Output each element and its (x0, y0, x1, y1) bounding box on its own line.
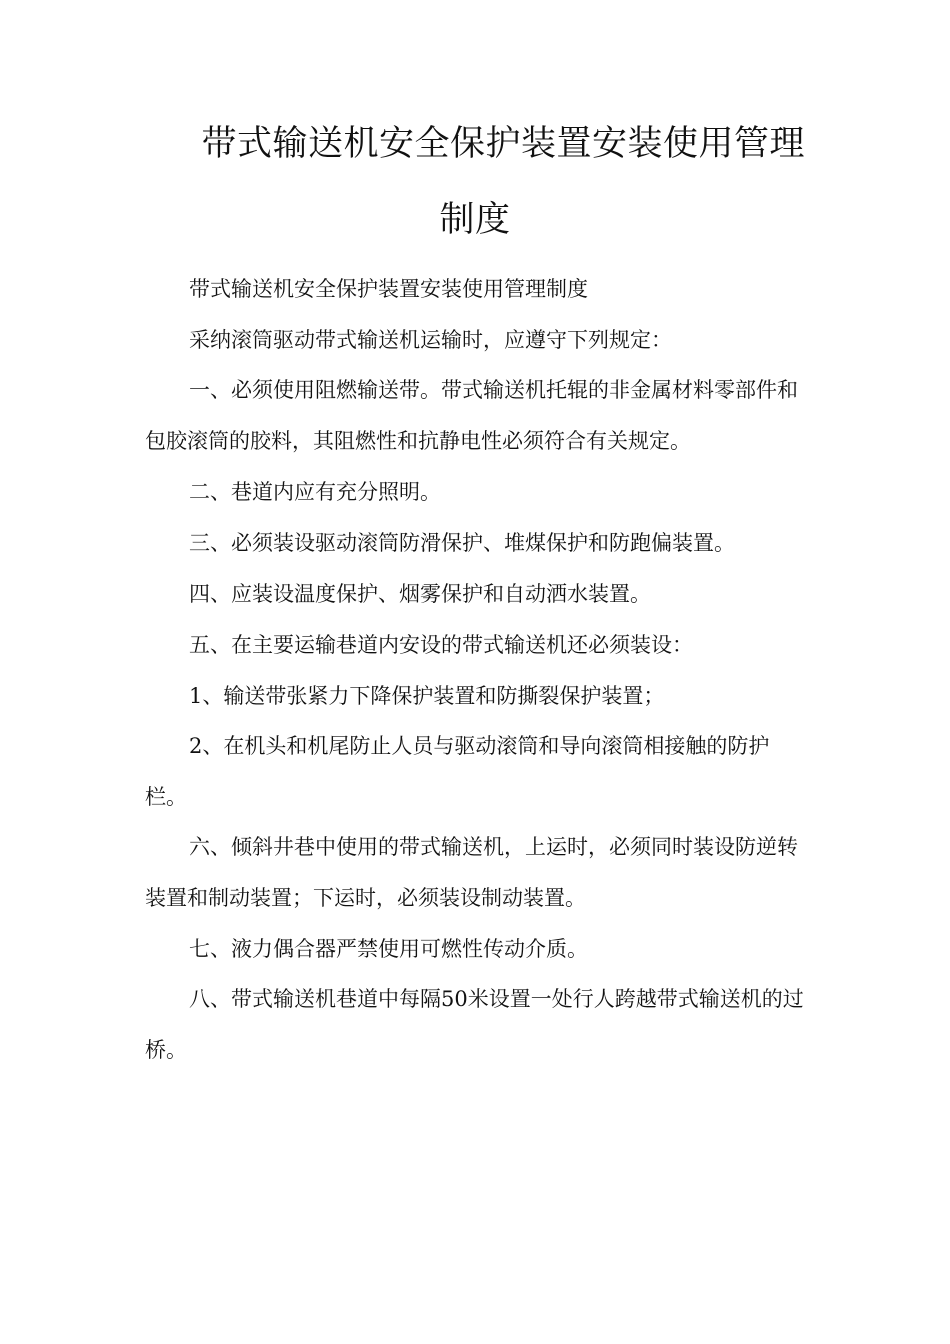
paragraph-subtitle: 带式输送机安全保护装置安装使用管理制度 (189, 277, 588, 301)
paragraph-rule-7: 七、液力偶合器严禁使用可燃性传动介质。 (189, 937, 588, 961)
document-title-line-2: 制度 (439, 200, 511, 240)
paragraph-rule-6: 六、倾斜井巷中使用的带式输送机，上运时，必须同时装设防逆转装置和制动装置；下运时，必须装设制动装置。 (145, 835, 798, 910)
paragraph-rule-5-item-1: 1、输送带张紧力下降保护装置和防撕裂保护装置； (189, 684, 665, 708)
document-body (145, 276, 805, 1088)
paragraph-rule-5: 五、在主要运输巷道内安设的带式输送机还必须装设： (189, 633, 693, 657)
document-title-line-1: 带式输送机安全保护装置安装使用管理 (201, 124, 805, 164)
paragraph-rule-5-item-2: 2、在机头和机尾防止人员与驱动滚筒和导向滚筒相接触的防护栏。 (145, 734, 770, 809)
paragraph-rule-1: 一、必须使用阻燃输送带。带式输送机托辊的非金属材料零部件和包胶滚筒的胶料，其阻燃性和抗静电性必须符合有关规定。 (145, 378, 798, 453)
paragraph-rule-8: 八、带式输送机巷道中每隔50米设置一处行人跨越带式输送机的过桥。 (145, 987, 804, 1062)
paragraph-intro: 采纳滚筒驱动带式输送机运输时，应遵守下列规定： (189, 328, 672, 352)
paragraph-rule-3: 三、必须装设驱动滚筒防滑保护、堆煤保护和防跑偏装置。 (189, 531, 735, 555)
paragraph-rule-4: 四、应装设温度保护、烟雾保护和自动洒水装置。 (189, 582, 651, 606)
paragraph-rule-2: 二、巷道内应有充分照明。 (189, 480, 441, 504)
